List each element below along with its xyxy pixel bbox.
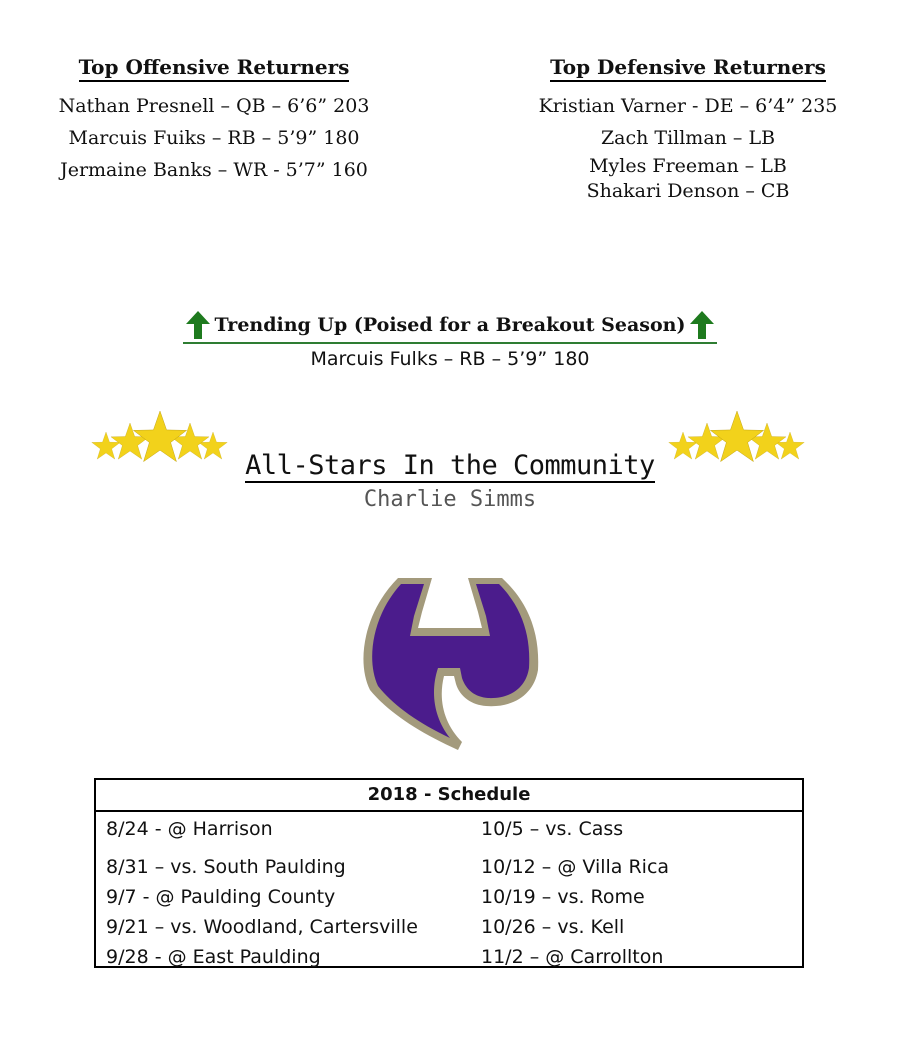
- schedule-grid: [96, 812, 802, 972]
- defensive-player: Zach Tillman – LB: [600, 127, 776, 149]
- schedule-game: 10/5 – vs. Cass: [481, 818, 624, 840]
- h-logo-icon: [358, 572, 542, 756]
- schedule-game: 11/2 – @ Carrollton: [481, 946, 664, 968]
- schedule-game: 9/28 - @ East Paulding: [106, 946, 321, 968]
- schedule-game: 9/7 - @ Paulding County: [106, 886, 336, 908]
- schedule-game: 10/26 – vs. Kell: [481, 916, 625, 938]
- schedule-game: 9/21 – vs. Woodland, Cartersville: [106, 916, 418, 938]
- up-arrow-icon: [689, 310, 715, 340]
- up-arrow-icon: [185, 310, 211, 340]
- offensive-returners-section: [34, 55, 394, 186]
- trending-up-title: Trending Up (Poised for a Breakout Season): [214, 314, 686, 336]
- defensive-player: Kristian Varner - DE – 6’4” 235: [538, 95, 838, 117]
- defensive-returners-title: Top Defensive Returners: [550, 55, 826, 82]
- defensive-returners-section: [508, 55, 868, 204]
- community-section: [0, 450, 900, 512]
- schedule-table: [94, 778, 804, 968]
- defensive-player: Myles Freeman – LB: [589, 155, 787, 177]
- community-title: All-Stars In the Community: [245, 450, 655, 481]
- trending-up-section: [0, 310, 900, 370]
- offensive-player: Nathan Presnell – QB – 6’6” 203: [58, 95, 370, 117]
- schedule-game: 8/31 – vs. South Paulding: [106, 856, 346, 878]
- offensive-returners-title: Top Offensive Returners: [79, 55, 350, 82]
- schedule-game: 10/19 – vs. Rome: [481, 886, 645, 908]
- trending-player: Marcuis Fulks – RB – 5’9” 180: [310, 348, 590, 370]
- schedule-game: 10/12 – @ Villa Rica: [481, 856, 670, 878]
- defensive-player: Shakari Denson – CB: [586, 180, 790, 202]
- schedule-game: 8/24 - @ Harrison: [106, 818, 273, 840]
- trending-up-header: [183, 310, 718, 344]
- schedule-title: 2018 - Schedule: [96, 780, 802, 812]
- community-honoree: Charlie Simms: [363, 487, 537, 512]
- offensive-player: Marcuis Fuiks – RB – 5’9” 180: [68, 127, 360, 149]
- offensive-player: Jermaine Banks – WR - 5’7” 160: [60, 159, 368, 181]
